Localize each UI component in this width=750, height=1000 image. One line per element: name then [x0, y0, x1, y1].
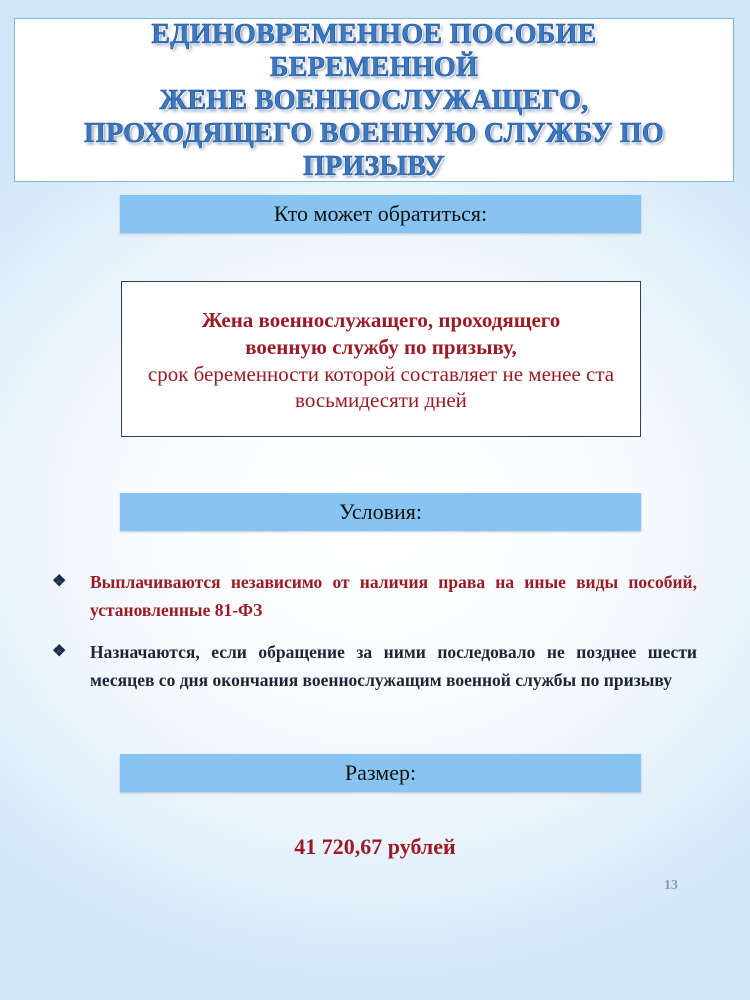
diamond-bullet-icon: ❖	[52, 643, 67, 660]
title-line: ПРИЗЫВУ	[303, 150, 445, 182]
title-line: ПРОХОДЯЩЕГО ВОЕННУЮ СЛУЖБУ ПО	[83, 117, 665, 149]
conditions-heading-band: Условия:	[120, 493, 641, 531]
conditions-list	[52, 568, 697, 708]
who-heading-band: Кто может обратиться:	[120, 195, 641, 233]
eligibility-normal-text: срок беременности которой составляет не менее ста восьмидесяти дней	[147, 362, 615, 412]
page-title	[44, 18, 704, 183]
title-line: ЕДИНОВРЕМЕННОЕ ПОСОБИЕ БЕРЕМЕННОЙ	[151, 18, 597, 83]
diamond-bullet-icon: ❖	[52, 573, 67, 590]
title-box	[14, 18, 734, 182]
eligibility-bold-text: Жена военнослужащего, проходящего военную службу по призыву,	[201, 308, 561, 359]
eligibility-box	[121, 281, 641, 437]
benefit-amount: 41 720,67 рублей	[294, 834, 456, 859]
condition-text: Выплачиваются независимо от наличия права на иные виды пособий, установленные 81-ФЗ	[90, 572, 697, 620]
condition-text: Назначаются, если обращение за ними последовало не позднее шести месяцев со дня окончания военнослужащим военной службы по призыву	[90, 642, 697, 690]
page-number: 13	[664, 878, 678, 893]
condition-item	[52, 638, 697, 694]
size-heading-band: Размер:	[120, 754, 641, 792]
condition-item	[52, 568, 697, 624]
title-line: ЖЕНЕ ВОЕННОСЛУЖАЩЕГО,	[159, 84, 589, 116]
